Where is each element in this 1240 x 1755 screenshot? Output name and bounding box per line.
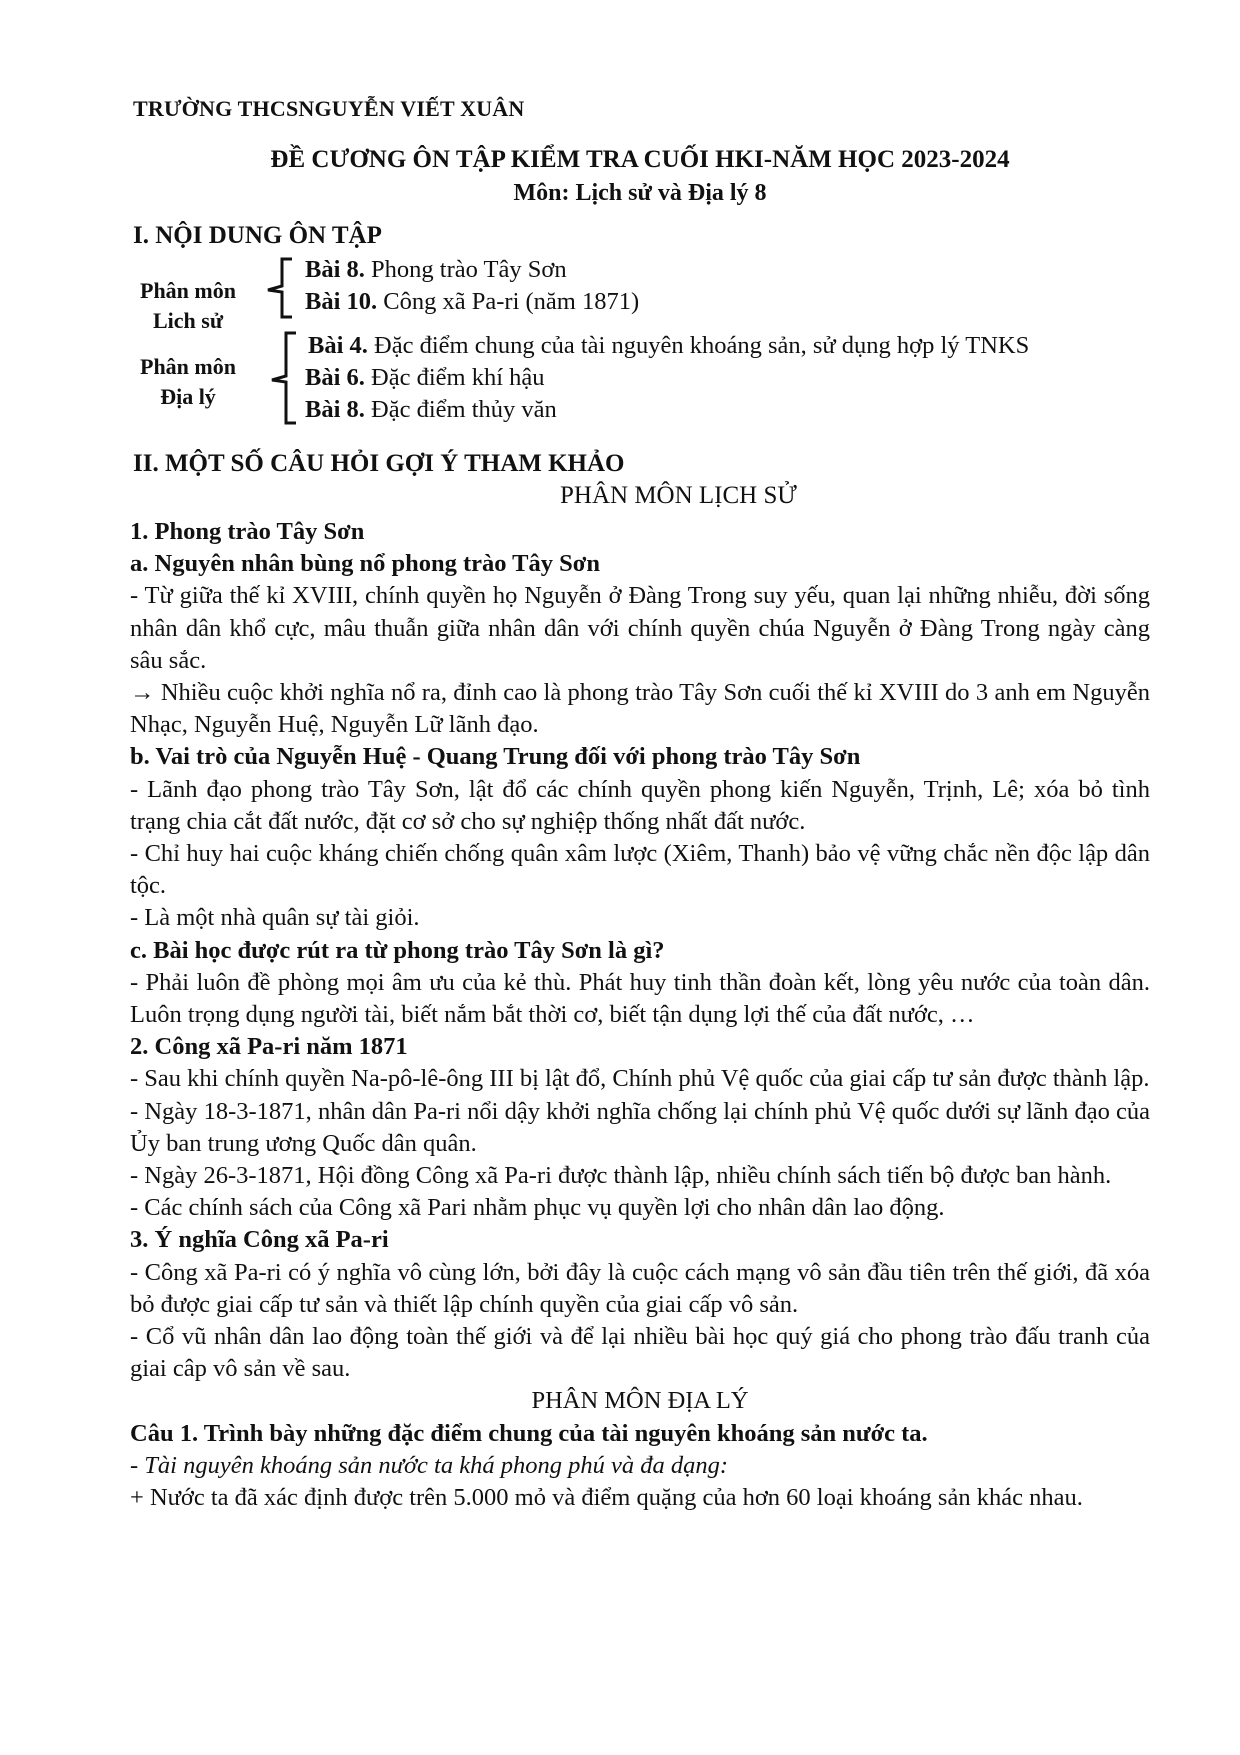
paragraph-8: - Ngày 18-3-1871, nhân dân Pa-ri nổi dậy khởi nghĩa chống lại chính phủ Vệ quốc dưới sự lãnh đạo của Ủy ban trung ương Quốc dân quân. (130, 1097, 1150, 1157)
history-label-line2: Lich sử (152, 308, 224, 333)
paragraph-5: - Là một nhà quân sự tài giỏi. (130, 904, 420, 932)
heading-1c: c. Bài học được rút ra từ phong trào Tây Sơn là gì? (130, 936, 665, 964)
document-title: ĐỀ CƯƠNG ÔN TẬP KIỂM TRA CUỐI HKI-NĂM HỌC 2023-2024 (270, 146, 1010, 173)
geography-label-line2: Địa lý (160, 384, 216, 409)
heading-1a: a. Nguyên nhân bùng nổ phong trào Tây Sơn (130, 550, 600, 578)
paragraph-12: - Cổ vũ nhân dân lao động toàn thế giới và để lại nhiều bài học quý giá cho phong trào đấu tranh của giai câp vô sản về sau. (130, 1323, 1150, 1383)
history-brace-icon (262, 256, 296, 320)
heading-2: 2. Công xã Pa-ri năm 1871 (130, 1033, 408, 1061)
question-1: Câu 1. Trình bày những đặc điểm chung của tài nguyên khoáng sản nước ta. (130, 1419, 928, 1447)
heading-1: 1. Phong trào Tây Sơn (130, 518, 365, 545)
history-lesson-2: Bài 10. Công xã Pa-ri (năm 1871) (305, 288, 640, 315)
history-lesson-1: Bài 8. Phong trào Tây Sơn (305, 256, 567, 283)
heading-3: 3. Ý nghĩa Công xã Pa-ri (130, 1226, 389, 1254)
paragraph-9: - Ngày 26-3-1871, Hội đồng Công xã Pa-ri được thành lập, nhiều chính sách tiến bộ được ban hành. (130, 1162, 1112, 1190)
paragraph-3: - Lãnh đạo phong trào Tây Sơn, lật đổ các chính quyền phong kiến Nguyễn, Trịnh, Lê; xóa bỏ tình trạng chia cắt đất nước, đặt cơ sở cho sự nghiệp thống nhất đất nước. (130, 775, 1150, 835)
paragraph-14: + Nước ta đã xác định được trên 5.000 mỏ và điểm quặng của hơn 60 loại khoáng sản khác nhau. (130, 1484, 1083, 1512)
paragraph-2: → Nhiều cuộc khởi nghĩa nổ ra, đỉnh cao là phong trào Tây Sơn cuối thế kỉ XVIII do 3 anh em Nguyễn Nhạc, Nguyễn Huệ, Nguyễn Lữ lãnh đạo. (130, 679, 1150, 739)
history-label (118, 276, 258, 336)
geography-subject-heading: PHÂN MÔN ĐỊA LÝ (531, 1387, 749, 1415)
paragraph-6: - Phải luôn đề phòng mọi âm ưu của kẻ thù. Phát huy tinh thần đoàn kết, lòng yêu nước của toàn dân. Luôn trọng dụng người tài, biết nắm bắt thời cơ, biết tận dụng lợi thế của đất nước, … (130, 968, 1150, 1029)
geography-lesson-3: Bài 8. Đặc điểm thủy văn (305, 396, 557, 423)
geography-brace-icon (266, 330, 300, 426)
paragraph-7: - Sau khi chính quyền Na-pô-lê-ông III bị lật đổ, Chính phủ Vệ quốc của giai cấp tư sản được thành lập. (130, 1065, 1150, 1093)
history-subject-heading: PHÂN MÔN LỊCH SỬ (560, 482, 797, 509)
paragraph-11: - Công xã Pa-ri có ý nghĩa vô cùng lớn, bởi đây là cuộc cách mạng vô sản đầu tiên trên thế giới, đã xóa bỏ được giai cấp tư sản và thiết lập chính quyền của giai cấp vô sản. (130, 1258, 1150, 1318)
history-label-line1: Phân môn (140, 278, 236, 303)
geography-lesson-2: Bài 6. Đặc điểm khí hậu (305, 364, 545, 391)
geography-lesson-1: Bài 4. Đặc điểm chung của tài nguyên khoáng sản, sử dụng hợp lý TNKS (308, 332, 1030, 359)
heading-1b: b. Vai trò của Nguyễn Huệ - Quang Trung đối với phong trào Tây Sơn (130, 743, 861, 771)
section-2-heading: II. MỘT SỐ CÂU HỎI GỢI Ý THAM KHẢO (133, 450, 625, 477)
document-body (130, 516, 1150, 1514)
paragraph-1: - Từ giữa thế kỉ XVIII, chính quyền họ Nguyễn ở Đàng Trong suy yếu, quan lại những nhiễu, đời sống nhân dân khổ cực, mâu thuẫn giữa nhân dân với chính quyền chúa Nguyễn ở Đàng Trong ngày càng sâu sắc. (130, 582, 1150, 674)
subject-line: Môn: Lịch sử và Địa lý 8 (513, 180, 767, 206)
school-name: TRƯỜNG THCSNGUYỄN VIẾT XUÂN (133, 96, 525, 121)
paragraph-10: - Các chính sách của Công xã Pari nhằm phục vụ quyền lợi cho nhân dân lao động. (130, 1194, 945, 1222)
geography-label-line1: Phân môn (140, 354, 236, 379)
geography-label (118, 352, 258, 412)
paragraph-4: - Chỉ huy hai cuộc kháng chiến chống quân xâm lược (Xiêm, Thanh) bảo vệ vững chắc nền độc lập dân tộc. (130, 840, 1150, 900)
paragraph-13: - Tài nguyên khoáng sản nước ta khá phong phú và đa dạng: (130, 1451, 729, 1479)
section-1-heading: I. NỘI DUNG ÔN TẬP (133, 222, 382, 249)
